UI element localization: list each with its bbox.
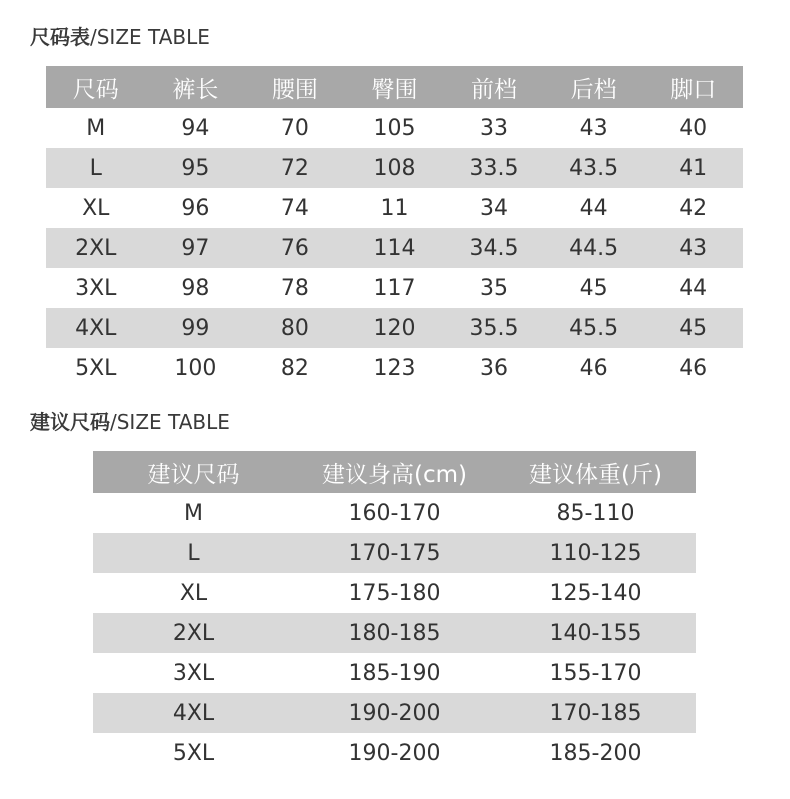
table-cell: XL — [82, 195, 110, 221]
recommend-table-title — [30, 410, 230, 434]
table-cell: 45 — [643, 308, 743, 348]
table-cell: 46 — [679, 355, 708, 381]
size-table — [46, 66, 743, 388]
table-row — [93, 733, 696, 773]
table-row — [46, 308, 743, 348]
table-cell: 105 — [373, 115, 416, 141]
table-cell: 98 — [181, 275, 210, 301]
header-cell: 尺码 — [46, 66, 146, 108]
table-cell: 95 — [146, 148, 246, 188]
table-cell: 2XL — [93, 613, 294, 653]
table-cell: 36 — [480, 355, 509, 381]
header-cell: 后档 — [544, 66, 644, 108]
recommend-table — [93, 451, 696, 773]
table-row — [46, 188, 743, 228]
table-cell: L — [93, 533, 294, 573]
header-cell: 脚口 — [643, 66, 743, 108]
table-cell: 114 — [345, 228, 445, 268]
table-cell: 44.5 — [544, 228, 644, 268]
table-cell: 33.5 — [444, 148, 544, 188]
table-cell: 80 — [245, 308, 345, 348]
table-cell: 44 — [579, 195, 608, 221]
table-cell: 41 — [643, 148, 743, 188]
table-cell: 34 — [480, 195, 509, 221]
table-cell: 85-110 — [556, 500, 635, 526]
header-cell: 腰围 — [245, 66, 345, 108]
size-table-title-bold: 尺码表 — [30, 25, 90, 49]
table-cell: 70 — [280, 115, 309, 141]
table-cell: 43 — [579, 115, 608, 141]
table-cell: 45 — [579, 275, 608, 301]
table-cell: 125-140 — [549, 580, 642, 606]
table-cell: 110-125 — [495, 533, 696, 573]
size-table-title — [30, 25, 210, 49]
recommend-table-title-bold: 建议尺码 — [30, 410, 110, 434]
size-table-header-row — [46, 66, 743, 108]
table-cell: L — [46, 148, 146, 188]
table-cell: 190-200 — [294, 693, 495, 733]
table-cell: 108 — [345, 148, 445, 188]
table-row — [93, 573, 696, 613]
table-cell: 35 — [480, 275, 509, 301]
table-row — [93, 653, 696, 693]
header-cell: 建议尺码 — [93, 451, 294, 493]
table-cell: 160-170 — [348, 500, 441, 526]
table-cell: 190-200 — [348, 740, 441, 766]
table-cell: 2XL — [46, 228, 146, 268]
table-cell: 76 — [245, 228, 345, 268]
table-cell: 170-185 — [495, 693, 696, 733]
table-cell: 4XL — [46, 308, 146, 348]
table-cell: 34.5 — [444, 228, 544, 268]
header-cell: 建议体重(斤) — [495, 451, 696, 493]
table-cell: 72 — [245, 148, 345, 188]
table-row — [46, 148, 743, 188]
table-row — [93, 613, 696, 653]
table-cell: 185-190 — [348, 660, 441, 686]
table-cell: 74 — [280, 195, 309, 221]
table-cell: 97 — [146, 228, 246, 268]
table-cell: M — [184, 500, 203, 526]
table-cell: 140-155 — [495, 613, 696, 653]
table-cell: 46 — [579, 355, 608, 381]
recommend-table-header-row — [93, 451, 696, 493]
table-cell: 35.5 — [444, 308, 544, 348]
table-cell: 180-185 — [294, 613, 495, 653]
table-row — [46, 348, 743, 388]
table-cell: 5XL — [172, 740, 215, 766]
recommend-table-title-rest: /SIZE TABLE — [110, 410, 230, 434]
table-cell: M — [86, 115, 106, 141]
table-cell: 3XL — [75, 275, 117, 301]
table-row — [93, 693, 696, 733]
table-cell: XL — [179, 580, 208, 606]
table-cell: 4XL — [93, 693, 294, 733]
table-cell: 78 — [280, 275, 309, 301]
table-cell: 120 — [345, 308, 445, 348]
table-cell: 185-200 — [549, 740, 642, 766]
table-cell: 44 — [679, 275, 708, 301]
table-cell: 3XL — [172, 660, 215, 686]
table-row — [46, 108, 743, 148]
table-row — [46, 268, 743, 308]
table-row — [46, 228, 743, 268]
table-cell: 43.5 — [544, 148, 644, 188]
table-row — [93, 493, 696, 533]
header-cell: 裤长 — [146, 66, 246, 108]
table-cell: 82 — [280, 355, 309, 381]
table-cell: 94 — [181, 115, 210, 141]
table-cell: 33 — [480, 115, 509, 141]
table-cell: 43 — [643, 228, 743, 268]
table-cell: 42 — [679, 195, 708, 221]
table-cell: 117 — [373, 275, 416, 301]
table-cell: 123 — [373, 355, 416, 381]
table-cell: 99 — [146, 308, 246, 348]
table-cell: 5XL — [75, 355, 117, 381]
table-cell: 170-175 — [294, 533, 495, 573]
table-cell: 175-180 — [348, 580, 441, 606]
header-cell: 建议身高(cm) — [294, 451, 495, 493]
table-cell: 96 — [181, 195, 210, 221]
table-cell: 40 — [679, 115, 708, 141]
table-row — [93, 533, 696, 573]
header-cell: 臀围 — [345, 66, 445, 108]
table-cell: 45.5 — [544, 308, 644, 348]
table-cell: 11 — [380, 195, 409, 221]
table-cell: 155-170 — [549, 660, 642, 686]
header-cell: 前档 — [444, 66, 544, 108]
size-table-title-rest: /SIZE TABLE — [90, 25, 210, 49]
table-cell: 100 — [174, 355, 217, 381]
